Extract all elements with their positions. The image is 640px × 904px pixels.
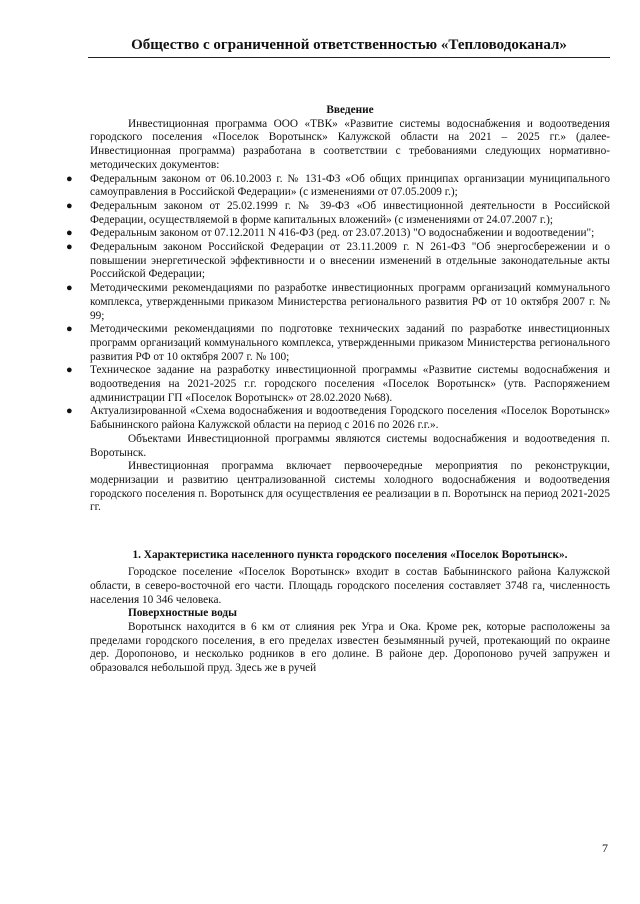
intro-paragraph-1: Инвестиционная программа ООО «ТВК» «Развитие системы водоснабжения и водоотведения городского поселения «Поселок Воротынск» Калужской области на 2021 – 2025 гг.» (далее- Инвестиционная программа) разработана в соответствии с требованиями следующих нормативно-методических документов: [90,117,610,171]
page-header: Общество с ограниченной ответственностью «Тепловодоканал» [88,36,610,58]
list-item: ● Техническое задание на разработку инвестиционной программы «Развитие системы водоснабжения и водоотведения на 2021-2025 г.г. городского поселения «Поселок Воротынск» (утв. Распоряжением администрации ГП «Поселок Воротынск» от 28.02.2020 №68). [66,364,610,404]
surface-waters-subheading: Поверхностные воды [128,607,237,620]
bullet-icon: ● [66,241,73,254]
bullet-icon: ● [66,323,73,336]
bullet-icon: ● [66,172,73,185]
list-item: ● Федеральным законом от 25.02.1999 г. № 39-ФЗ «Об инвестиционной деятельности в Российской Федерации, осуществляемой в форме капитальных вложений» (с изменениями от 24.07.2007 г.); [66,199,610,226]
list-item: ● Методическими рекомендациями по подготовке технических заданий по разработке инвестиционных программ организаций коммунального комплекса, утвержденными приказом Министерства регионального развития РФ от 10 октября 2007 г. № 100; [66,323,610,363]
list-item: ● Федеральным законом от 07.12.2011 N 416-ФЗ (ред. от 23.07.2013) "О водоснабжении и водоотведении"; [66,227,595,240]
bullet-icon: ● [66,364,73,377]
list-item: ● Методическими рекомендациями по разработке инвестиционных программ организаций коммунального комплекса, утвержденными приказом Министерства регионального развития РФ от 10 октября 2007 г. № 99; [66,282,610,322]
list-item: ● Актуализированной «Схема водоснабжения и водоотведения Городского поселения «Поселок Воротынск» Бабынинского района Калужской области на период с 2016 по 2026 г.г.». [66,405,610,432]
list-item: ● Федеральным законом от 06.10.2003 г. № 131-ФЗ «Об общих принципах организации муниципального самоуправления в Российской Федерации» (с изменениями от 07.05.2009 г.); [66,172,610,199]
bullet-icon: ● [66,227,73,240]
intro-heading: Введение [326,104,374,116]
list-item: ● Федеральным законом Российской Федерации от 23.11.2009 г. N 261-ФЗ "Об энергосбережении и о повышении энергетической эффективности и о внесении изменений в отдельные законодательные акты Российской Федерации; [66,241,610,281]
bullet-icon: ● [66,405,73,418]
section-1-paragraph-1: Городское поселение «Поселок Воротынск» входит в состав Бабынинского района Калужской области, в северо-восточной его части. Площадь городского поселения составляет 3748 га, численность населения 10 346 человека. [90,566,610,606]
section-1-heading: 1. Характеристика населенного пункта городского поселения «Поселок Воротынск». [132,549,568,562]
intro-paragraph-2: Объектами Инвестиционной программы являются системы водоснабжения и водоотведения п. Воротынск. [90,432,610,459]
intro-paragraph-3: Инвестиционная программа включает первоочередные мероприятия по реконструкции, модернизации и развитию централизованной системы холодного водоснабжения и водоотведения городского поселения п. Воротынск для осуществления ее реализации в п. Воротынск на период 2021-2025 гг. [90,460,610,514]
section-1-paragraph-2: Воротынск находится в 6 км от слияния рек Угра и Ока. Кроме рек, которые расположены за пределами городского поселения, в его пределах известен безымянный ручей, протекающий по окраине дер. Доропоново, и несколько родников в его долине. В районе дер. Доропоново ручей запружен и образовался небольшой пруд. Здесь же в ручей [90,620,610,675]
bullet-icon: ● [66,282,73,295]
page-number: 7 [602,841,608,855]
document-body [66,104,610,676]
regulations-list [66,172,610,433]
bullet-icon: ● [66,199,73,212]
